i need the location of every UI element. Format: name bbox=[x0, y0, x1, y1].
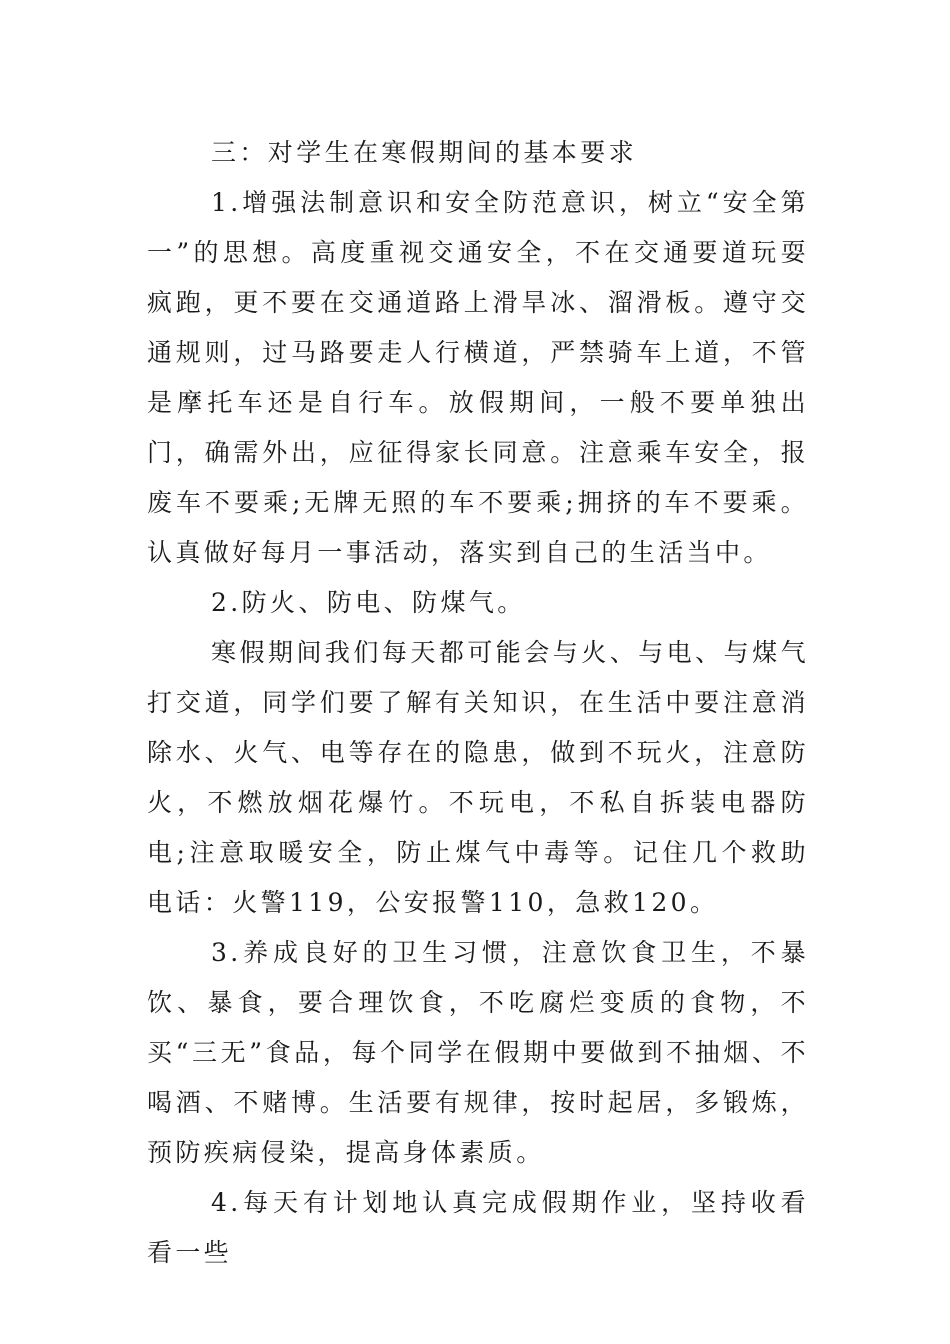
paragraph-fire-electric-gas-body: 寒假期间我们每天都可能会与火、与电、与煤气打交道，同学们要了解有关知识，在生活中要注意消除水、火气、电等存在的隐患，做到不玩火，注意防火，不燃放烟花爆竹。不玩电，不私自拆装电器防电;注意取暖安全，防止煤气中毒等。记住几个救助电话：火警119，公安报警110，急救120。 bbox=[147, 638, 809, 917]
paragraph-hygiene: 3.养成良好的卫生习惯，注意饮食卫生，不暴饮、暴食，要合理饮食，不吃腐烂变质的食物，不买“三无”食品，每个同学在假期中要做到不抽烟、不喝酒、不赌博。生活要有规律，按时起居，多锻炼，预防疾病侵染，提高身体素质。 bbox=[147, 938, 809, 1167]
document-body bbox=[147, 128, 809, 1278]
paragraph-homework: 4.每天有计划地认真完成假期作业，坚持收看看一些 bbox=[147, 1188, 809, 1267]
paragraph-traffic-safety: 1.增强法制意识和安全防范意识，树立“安全第一”的思想。高度重视交通安全，不在交通要道玩耍疯跑，更不要在交通道路上滑旱冰、溜滑板。遵守交通规则，过马路要走人行横道，严禁骑车上道，不管是摩托车还是自行车。放假期间，一般不要单独出门，确需外出，应征得家长同意。注意乘车安全，报废车不要乘;无牌无照的车不要乘;拥挤的车不要乘。认真做好每月一事活动，落实到自己的生活当中。 bbox=[147, 188, 809, 567]
section-heading: 三：对学生在寒假期间的基本要求 bbox=[211, 138, 638, 167]
paragraph-fire-electric-gas-title: 2.防火、防电、防煤气。 bbox=[211, 588, 526, 617]
